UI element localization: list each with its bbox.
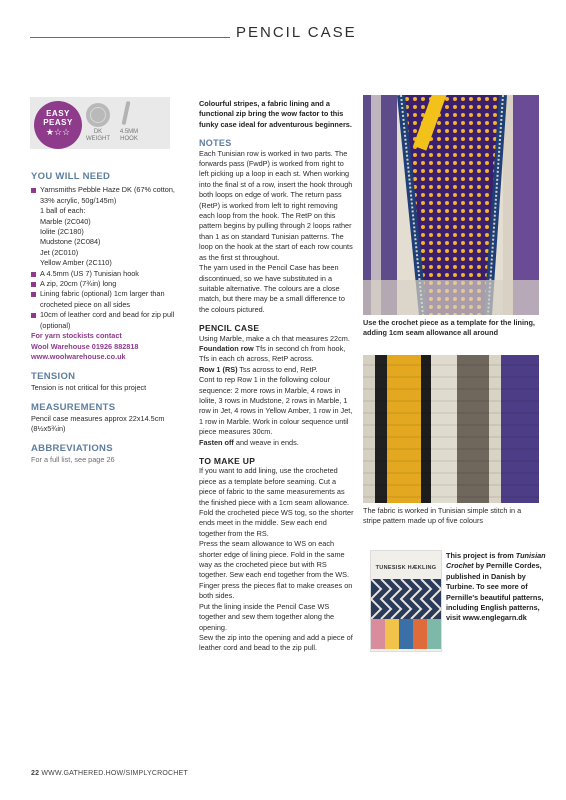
pattern-heading: PENCIL CASE (199, 323, 260, 334)
abbreviations-text: For a full list, see page 26 (31, 454, 115, 464)
pattern-paragraph (199, 344, 354, 365)
foundation-text: Tfs in second ch from hook, Tfs in each ch across, RetP across. (199, 343, 346, 364)
lining-photo (363, 95, 539, 315)
notes-heading: NOTES (199, 138, 232, 149)
measurements-text: Pencil case measures approx 22x14.5cm (8½x5¾in) (31, 413, 165, 433)
materials-subitem: 1 ball of each: (40, 206, 86, 216)
you-will-need-heading: YOU WILL NEED (31, 171, 111, 182)
hook-size-caption (114, 129, 144, 143)
page-footer (31, 770, 188, 777)
pattern-paragraph (199, 438, 354, 448)
notes-paragraph: Each Tunisian row is worked in two parts. The forwards pass (FwdP) is worked from right to left picking up a loop in each st. When working into the final st of a row, insert the hook through both loops on edge of work. The return pass (RetP) is worked from left to right removing each loop from the hook. The RetP on this pattern begins by pulling through 2 loops rather than 1 as on standard Tunisian patterns. The loop on the hook at the start of each row counts as the first st throughout. (199, 148, 353, 262)
materials-item (31, 310, 181, 331)
yarn-ball-icon (86, 103, 110, 127)
materials-item (31, 279, 181, 289)
book-promo-post: by Pernille Cordes, published in Danish by Turbine. To see more of Pernille's beautiful patterns, including English patterns, visit www.englegarn.dk (446, 561, 544, 623)
materials-subitem: Marble (2C040) (40, 216, 91, 226)
materials-item-text: Lining fabric (optional) 1cm larger than crocheted piece on all sides (40, 289, 165, 309)
foundation-label: Foundation row (199, 343, 254, 353)
yarn-weight-unit: WEIGHT (86, 136, 110, 142)
materials-item (31, 289, 181, 310)
materials-item (31, 269, 181, 279)
footer-url[interactable]: WWW.GATHERED.HOW/SIMPLYCROCHET (41, 770, 188, 777)
stripes-photo-art (363, 355, 539, 503)
book-promo-title: Tunisian Crochet (446, 551, 546, 571)
stockists-line: For yarn stockists contact (31, 331, 122, 341)
row1-label: Row 1 (RS) (199, 364, 238, 374)
make-up-paragraph: Fold the crocheted piece WS tog, so the shorter ends meet in the middle. Sew each end together from the RS. (199, 508, 354, 538)
materials-subitem: Iolite (2C180) (40, 227, 84, 237)
stripes-photo-caption: The fabric is worked in Tunisian simple stitch in a stripe pattern made up of five colours (363, 506, 522, 526)
pattern-paragraph (199, 365, 354, 375)
materials-item-text: A zip, 20cm (7¾in) long (40, 279, 117, 289)
materials-subitem: Jet (2C010) (40, 247, 79, 257)
book-promo (446, 551, 546, 624)
tension-text: Tension is not critical for this project (31, 382, 147, 392)
page-number: 22 (31, 770, 40, 777)
materials-item-text: Yarnsmiths Pebble Haze DK (67% cotton, 33% acrylic, 50g/145m) (40, 185, 175, 205)
stockists-link[interactable]: www.woolwarehouse.co.uk (31, 351, 126, 361)
difficulty-line2: PEASY (43, 118, 73, 127)
pattern-paragraph: Using Marble, make a ch that measures 22cm. (199, 333, 350, 343)
tension-heading: TENSION (31, 371, 76, 383)
measurements-heading: MEASUREMENTS (31, 402, 116, 414)
hook-size-label: 4.5MM (119, 129, 139, 135)
book-promo-pre: This project is from (446, 551, 516, 560)
make-up-paragraph: If you want to add lining, use the crocheted piece as a template before seaming. Cut a piece of fabric to the same measurements as the finished piece with a 1cm seam allowance. (199, 466, 350, 507)
materials-item-text: 10cm of leather cord and bead for zip pull (optional) (40, 310, 175, 330)
page-title: PENCIL CASE (236, 24, 357, 41)
difficulty-stars: ★☆☆ (45, 127, 71, 137)
row1-text: Tss across to end, RetP. (237, 364, 318, 374)
book-cover-title: TUNESISK HÆKLING (375, 565, 437, 571)
lining-photo-art (363, 95, 539, 315)
difficulty-badge (34, 101, 82, 149)
header-rule (30, 37, 230, 38)
materials-subitem: Mudstone (2C084) (40, 237, 101, 247)
materials-item (31, 185, 181, 206)
notes-paragraph: The yarn used in the Pencil Case has been discontinued, so we have substituted in a suitable alternative. The colours are a close match, but there may be a small difference to the colours pictured. (199, 263, 345, 314)
abbreviations-heading: ABBREVIATIONS (31, 443, 113, 455)
make-up-paragraph: Sew the zip into the opening and add a piece of leather cord and bead to the zip pull. (199, 632, 353, 653)
book-cover-stripes (371, 619, 441, 649)
yarn-weight-caption (82, 129, 114, 143)
materials-subitem: Yellow Amber (2C110) (40, 258, 112, 268)
intro-text: Colourful stripes, a fabric lining and a functional zip bring the wow factor to this funky case ideal for adventurous beginners. (199, 99, 352, 129)
difficulty-line1: EASY (46, 109, 70, 118)
book-cover (370, 550, 442, 652)
pattern-paragraph: Cont to rep Row 1 in the following colour sequence: 2 more rows in Marble, 4 rows in Iolite, 3 rows in Mudstone, 2 rows in Marble, 1 row in Jet, 4 rows in Yellow Amber, 1 row in Jet, 1 row in Marble. Work in colour sequence until piece measures 30cm. (199, 375, 353, 437)
make-up-heading: TO MAKE UP (199, 456, 256, 466)
materials-item-text: A 4.5mm (US 7) Tunisian hook (40, 268, 139, 278)
pattern-column (199, 99, 354, 654)
yarn-weight-label: DK (93, 129, 103, 135)
hook-size-unit: HOOK (120, 136, 138, 142)
fasten-text: and weave in ends. (233, 437, 299, 447)
book-cover-pattern (371, 579, 441, 619)
make-up-paragraph: Press the seam allowance to WS on each shorter edge of lining piece. Fold in the same way as the crocheted piece but with RS together. Sew each end together from the WS. Finger press the pieces flat to make creases on both sides. (199, 539, 353, 601)
stockists-phone: Wool Warehouse 01926 882818 (31, 341, 139, 351)
you-will-need-section (31, 172, 181, 465)
lining-photo-caption: Use the crochet piece as a template for the lining, adding 1cm seam allowance all around (363, 318, 535, 338)
fasten-label: Fasten off (199, 437, 234, 447)
stripes-photo (363, 355, 539, 503)
make-up-paragraph: Put the lining inside the Pencil Case WS together and sew them together along the opening. (199, 601, 335, 632)
